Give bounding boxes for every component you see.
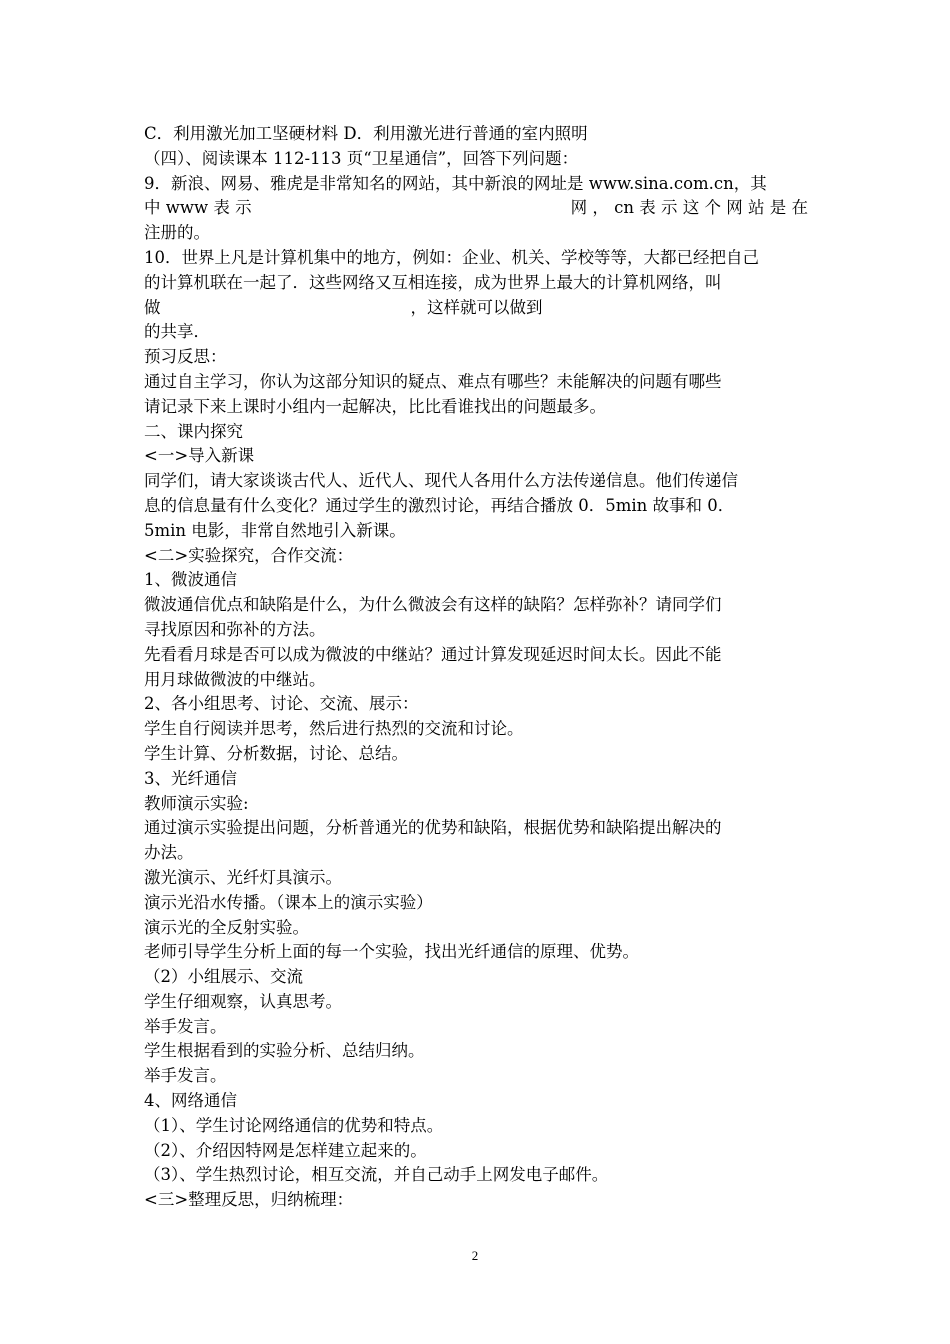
text-line: C．利用激光加工坚硬材料 D．利用激光进行普通的室内照明: [144, 124, 588, 143]
text-line: 9．新浪、网易、雅虎是非常知名的网站，其中新浪的网址是 www.sina.com.cn，其: [144, 173, 767, 193]
text-line: 学生计算、分析数据，讨论、总结。: [144, 743, 408, 763]
subsection-heading: 3、光纤通信: [144, 768, 237, 788]
text-line: 教师演示实验:: [144, 793, 249, 813]
subsection-heading: <二>实验探究，合作交流：: [144, 545, 354, 565]
text-segment: 中 www 表 示: [144, 198, 252, 218]
subsection-heading: 4、网络通信: [144, 1091, 237, 1111]
text-line: 通过演示实验提出问题，分析普通光的优势和缺陷，根据优势和缺陷提出解决的: [144, 818, 722, 838]
text-segment: 做: [144, 297, 161, 317]
text-line: 先看看月球是否可以成为微波的中继站？通过计算发现延迟时间太长。因此不能: [144, 644, 722, 664]
text-line: 5min 电影，非常自然地引入新课。: [144, 520, 406, 540]
text-line: 微波通信优点和缺陷是什么，为什么微波会有这样的缺陷？怎样弥补？请同学们: [144, 595, 722, 615]
text-line: 的共享．: [144, 322, 210, 342]
text-line: 老师引导学生分析上面的每一个实验，找出光纤通信的原理、优势。: [144, 942, 639, 962]
subsection-heading: <一>导入新课: [144, 446, 255, 466]
text-line: 请记录下来上课时小组内一起解决，比比看谁找出的问题最多。: [144, 396, 606, 416]
text-line: 注册的。: [144, 223, 210, 243]
text-line: （2）小组展示、交流: [144, 967, 303, 987]
page-number: 2: [471, 1248, 479, 1263]
text-line: （2）、介绍因特网是怎样建立起来的。: [144, 1140, 427, 1160]
text-segment: ，这样就可以做到: [410, 297, 543, 317]
text-line: 演示光沿水传播。（课本上的演示实验）: [144, 892, 433, 912]
text-line: 息的信息量有什么变化？通过学生的激烈讨论，再结合播放 0．5min 故事和 0．: [144, 495, 735, 515]
text-line: （3）、学生热烈讨论，相互交流，并自己动手上网发电子邮件。: [144, 1165, 609, 1185]
text-line: （1）、学生讨论网络通信的优势和特点。: [144, 1115, 444, 1135]
text-line: 演示光的全反射实验。: [144, 917, 309, 937]
text-line: 学生自行阅读并思考，然后进行热烈的交流和讨论。: [144, 719, 524, 739]
text-line: 寻找原因和弥补的方法。: [144, 619, 326, 639]
section-heading: 预习反思：: [144, 347, 227, 367]
text-line: 通过自主学习，你认为这部分知识的疑点、难点有哪些？未能解决的问题有哪些: [144, 371, 722, 391]
subsection-heading: 1、微波通信: [144, 570, 237, 590]
text-line: 办法。: [144, 843, 194, 863]
subsection-heading: 2、各小组思考、讨论、交流、展示：: [144, 694, 419, 714]
text-line: 同学们，请大家谈谈古代人、近代人、现代人各用什么方法传递信息。他们传递信: [144, 471, 738, 491]
document-body: [144, 122, 808, 1213]
text-line: （四）、阅读课本 112-113 页“卫星通信”，回答下列问题：: [144, 148, 579, 168]
text-line: 学生根据看到的实验分析、总结归纳。: [144, 1041, 425, 1061]
text-segment: 网 ， cn 表 示 这 个 网 站 是 在: [570, 198, 808, 218]
fill-blank-line: [144, 196, 808, 221]
text-line: 10．世界上凡是计算机集中的地方，例如：企业、机关、学校等等，大都已经把自己: [144, 247, 759, 267]
text-line: 的计算机联在一起了．这些网络又互相连接，成为世界上最大的计算机网络，叫: [144, 272, 722, 292]
text-line: 举手发言。: [144, 1016, 227, 1036]
text-line: 激光演示、光纤灯具演示。: [144, 867, 342, 887]
text-line: 举手发言。: [144, 1066, 227, 1086]
subsection-heading: <三>整理反思，归纳梳理：: [144, 1190, 354, 1210]
text-line: 用月球做微波的中继站。: [144, 669, 326, 689]
section-heading: 二、课内探究: [144, 421, 243, 441]
text-line: 学生仔细观察，认真思考。: [144, 991, 342, 1011]
fill-blank-line: [144, 296, 808, 321]
